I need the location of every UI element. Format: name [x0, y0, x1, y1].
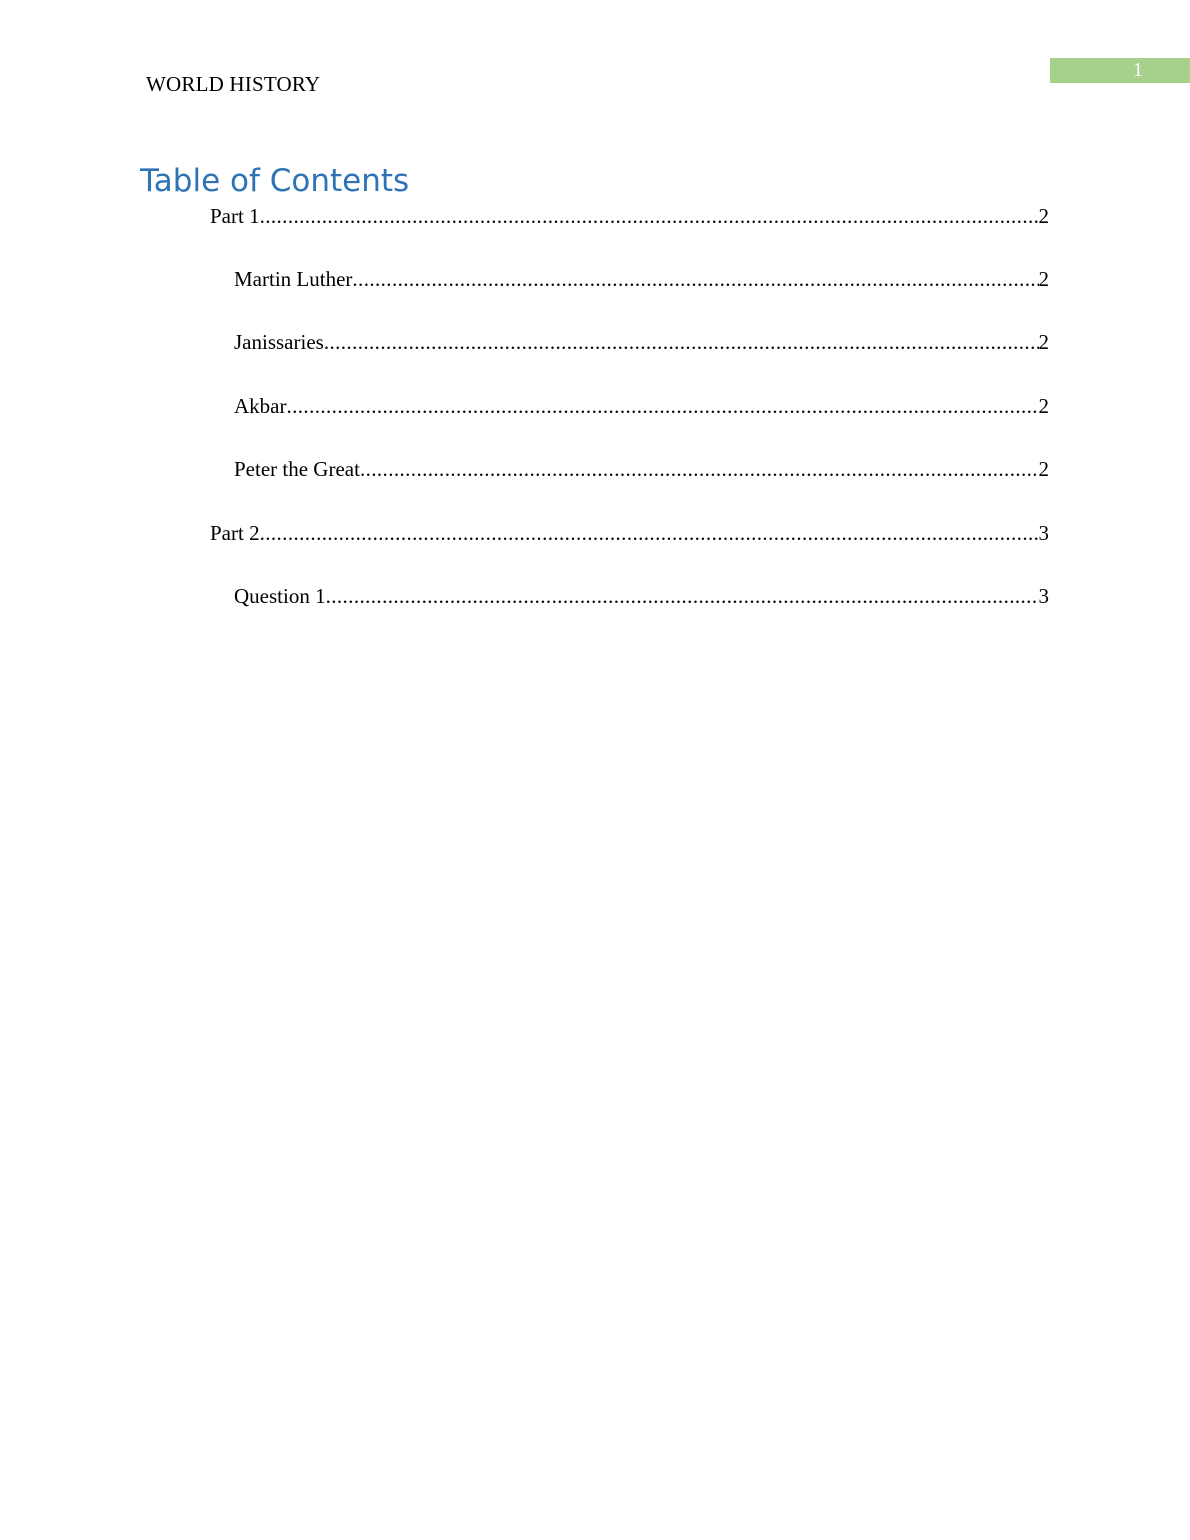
- toc-leader-dots: [286, 392, 1038, 420]
- toc-entry-part-2[interactable]: [210, 519, 1049, 547]
- toc-leader-dots: [352, 265, 1038, 293]
- toc-entry-martin-luther[interactable]: [234, 265, 1049, 293]
- toc-entry-label: Peter the Great: [234, 457, 360, 481]
- toc-leader-dots: [260, 519, 1039, 547]
- toc-entry-peter-the-great[interactable]: [234, 455, 1049, 483]
- toc-leader-dots: [260, 202, 1039, 230]
- toc-entry-label: Question 1: [234, 584, 326, 608]
- toc-heading: Table of Contents: [140, 163, 410, 199]
- toc-entry-page: 2: [1038, 204, 1049, 228]
- toc-entry-label: Janissaries: [234, 330, 324, 354]
- toc-entry-page: 2: [1038, 267, 1049, 291]
- toc-leader-dots: [326, 582, 1039, 610]
- page-number: 1: [1133, 59, 1143, 81]
- toc-entry-part-1[interactable]: [210, 202, 1049, 230]
- page-number-badge: [1050, 58, 1190, 83]
- toc-leader-dots: [360, 455, 1039, 483]
- toc-entry-label: Martin Luther: [234, 267, 353, 291]
- toc-entry-label: Akbar: [234, 394, 287, 418]
- running-head: WORLD HISTORY: [146, 72, 321, 96]
- toc-entry-akbar[interactable]: [234, 392, 1049, 420]
- toc-entry-page: 2: [1038, 330, 1049, 354]
- toc-entry-question-1[interactable]: [234, 582, 1049, 610]
- toc-leader-dots: [324, 328, 1039, 356]
- toc-entry-janissaries[interactable]: [234, 328, 1049, 356]
- toc-entry-page: 3: [1038, 584, 1049, 608]
- toc-entry-label: Part 1: [210, 204, 260, 228]
- toc-entry-label: Part 2: [210, 521, 260, 545]
- toc-entry-page: 2: [1038, 394, 1049, 418]
- toc-entry-page: 3: [1038, 521, 1049, 545]
- toc-entry-page: 2: [1038, 457, 1049, 481]
